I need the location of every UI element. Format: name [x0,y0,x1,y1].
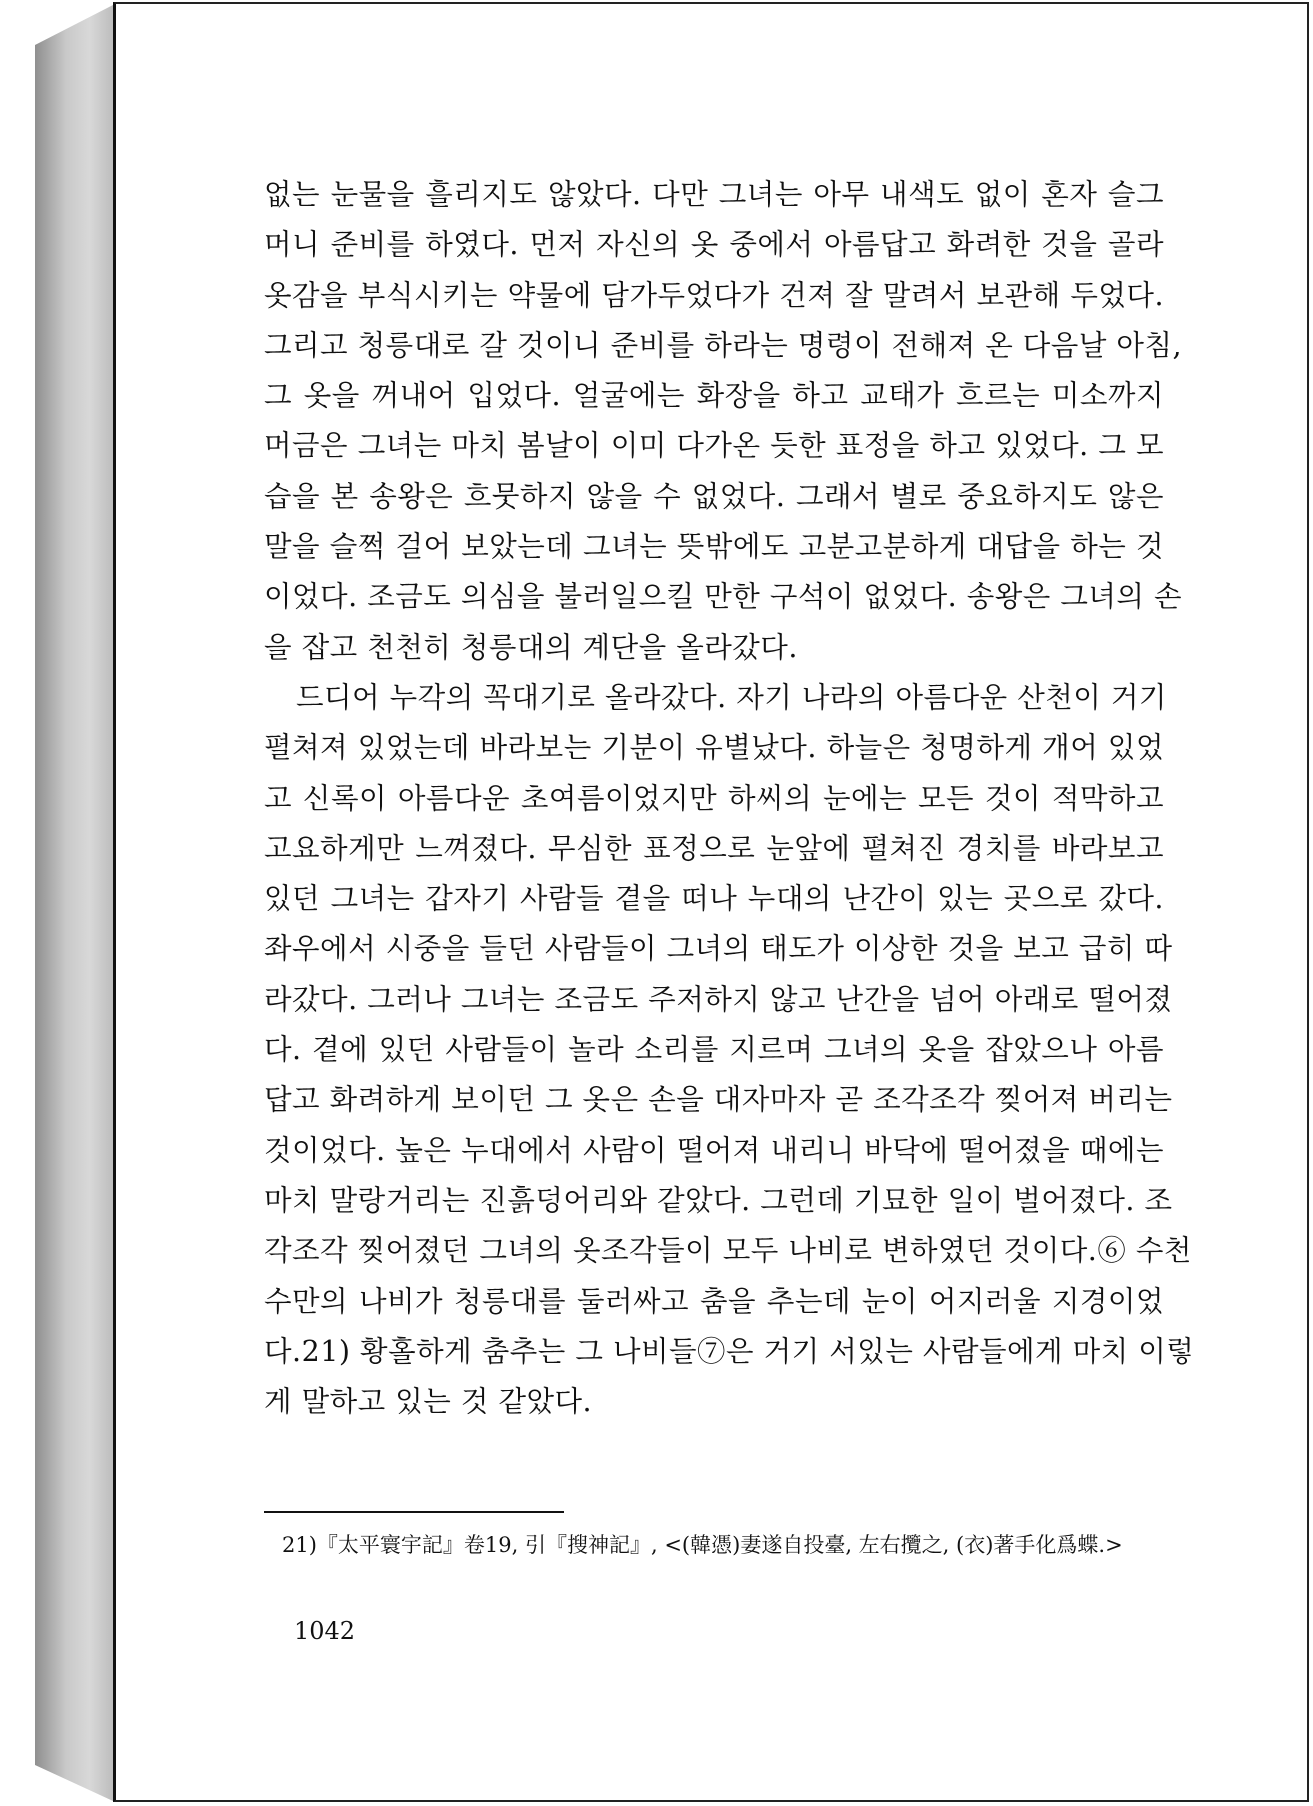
footnote-divider [264,1511,564,1513]
text-line: 말을 슬쩍 걸어 보았는데 그녀는 뜻밖에도 고분고분하게 대답을 하는 것 [264,530,1164,564]
text-line: 마치 말랑거리는 진흙덩어리와 같았다. 그런데 기묘한 일이 벌어졌다. 조 [264,1183,1173,1217]
text-line: 그리고 청릉대로 갈 것이니 준비를 하라는 명령이 전해져 온 다음날 아침, [264,328,1183,362]
text-line: 고요하게만 느껴졌다. 무심한 표정으로 눈앞에 펼쳐진 경치를 바라보고 [264,831,1164,865]
text-line: 각조각 찢어졌던 그녀의 옷조각들이 모두 나비로 변하였던 것이다.⑥ 수천 [264,1234,1192,1268]
footnote: 21)『太平寰宇記』卷19, 引『搜神記』, <(韓憑)妻遂自投臺, 左右攬之, (衣)著手化爲蝶.> [282,1533,1123,1557]
text-line: 습을 본 송왕은 흐뭇하지 않을 수 없었다. 그래서 별로 중요하지도 않은 [264,479,1164,513]
text-line: 있던 그녀는 갑자기 사람들 곁을 떠나 누대의 난간이 있는 곳으로 갔다. [264,882,1164,916]
text-line: 없는 눈물을 흘리지도 않았다. 다만 그녀는 아무 내색도 없이 혼자 슬그 [264,178,1164,211]
text-line: 펼쳐져 있었는데 바라보는 기분이 유별났다. 하늘은 청명하게 개어 있었 [264,731,1164,765]
page-number: 1042 [294,1617,356,1645]
text-line: 을 잡고 천천히 청릉대의 계단을 올라갔다. [264,630,798,664]
text-line: 옷감을 부식시키는 약물에 담가두었다가 건져 잘 말려서 보관해 두었다. [264,278,1164,312]
text-line: 그 옷을 꺼내어 입었다. 얼굴에는 화장을 하고 교태가 흐르는 미소까지 [264,379,1164,413]
text-line: 고 신록이 아름다운 초여름이었지만 하씨의 눈에는 모든 것이 적막하고 [264,781,1164,815]
text-line: 드디어 누각의 꼭대기로 올라갔다. 자기 나라의 아름다운 산천이 거기 [296,680,1167,714]
text-line: 좌우에서 시중을 들던 사람들이 그녀의 태도가 이상한 것을 보고 급히 따 [264,932,1173,966]
text-line: 수만의 나비가 청릉대를 둘러싸고 춤을 추는데 눈이 어지러울 지경이었 [264,1284,1164,1318]
book-spine [35,5,115,1801]
text-line: 다. 곁에 있던 사람들이 놀라 소리를 지르며 그녀의 옷을 잡았으나 아름 [264,1033,1164,1067]
text-line: 이었다. 조금도 의심을 불러일으킬 만한 구석이 없었다. 송왕은 그녀의 손 [264,580,1183,614]
body-text [264,170,1195,1427]
text-line: 게 말하고 있는 것 같았다. [264,1385,593,1419]
text-line: 머니 준비를 하였다. 먼저 자신의 옷 중에서 아름답고 화려한 것을 골라 [264,228,1164,262]
text-line: 머금은 그녀는 마치 봄날이 이미 다가온 듯한 표정을 하고 있었다. 그 모 [264,429,1164,463]
text-line: 답고 화려하게 보이던 그 옷은 손을 대자마자 곧 조각조각 찢어져 버리는 [264,1083,1173,1117]
text-line: 라갔다. 그러나 그녀는 조금도 주저하지 않고 난간을 넘어 아래로 떨어졌 [264,982,1173,1016]
text-line: 것이었다. 높은 누대에서 사람이 떨어져 내리니 바닥에 떨어졌을 때에는 [264,1133,1164,1167]
text-line: 다.21) 황홀하게 춤추는 그 나비들⑦은 거기 서있는 사람들에게 마치 이렇 [264,1334,1195,1368]
